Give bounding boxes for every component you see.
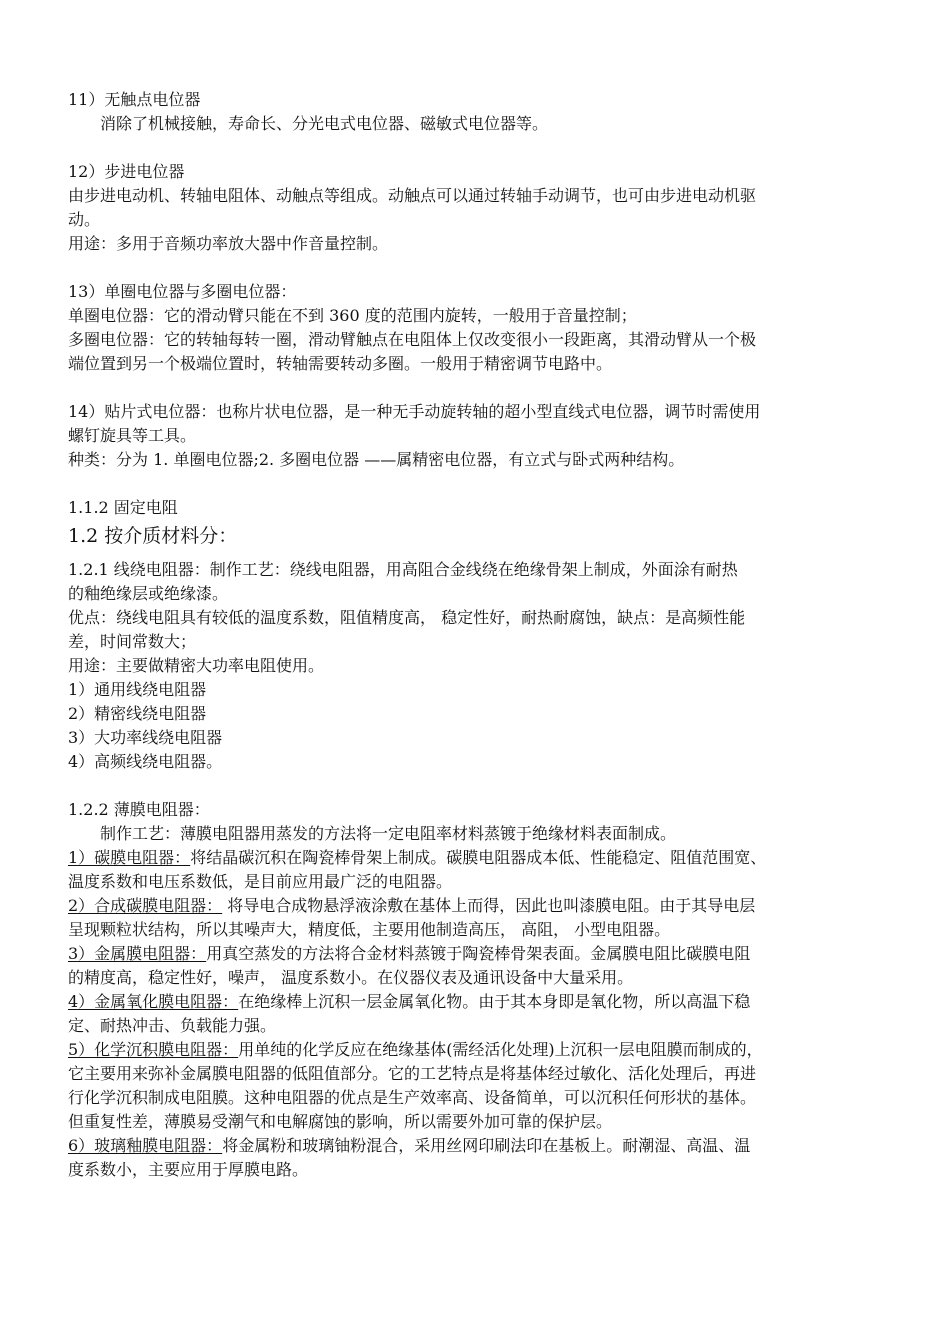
- chemical-film-text: 但重复性差，薄膜易受潮气和电解腐蚀的影响，所以需要外加可靠的保护层。: [68, 1112, 613, 1131]
- section-12-text: 动。: [68, 210, 101, 229]
- section-13-title: 13）单圈电位器与多圈电位器：: [68, 282, 297, 301]
- wirewound-pros: 优点：绕线电阻具有较低的温度系数，阻值精度高， 稳定性好，耐热耐腐蚀，缺点：是高频性能: [68, 608, 746, 627]
- composite-carbon-paragraph: 2）合成碳膜电阻器： 将导电合成物悬浮液涂敷在基体上而得，因此也叫漆膜电阻。由于其导电层: [68, 896, 756, 915]
- metal-film-paragraph: 3）金属膜电阻器：用真空蒸发的方法将合金材料蒸镀于陶瓷棒骨架表面。金属膜电阻比碳膜电阻: [68, 944, 751, 963]
- wirewound-usage: 用途：主要做精密大功率电阻使用。: [68, 656, 325, 675]
- metal-oxide-term: 4）金属氧化膜电阻器：: [68, 992, 239, 1011]
- carbon-film-term: 1）碳膜电阻器：: [68, 848, 191, 867]
- glass-glaze-text: 度系数小，主要应用于厚膜电路。: [68, 1160, 309, 1179]
- wirewound-pros: 差，时间常数大；: [68, 632, 197, 651]
- chemical-film-paragraph: 5）化学沉积膜电阻器：用单纯的化学反应在绝缘基体(需经活化处理)上沉积一层电阻膜而制成的，: [68, 1040, 763, 1059]
- section-12-usage: 用途：多用于音频功率放大器中作音量控制。: [68, 234, 389, 253]
- section-12-text: 由步进电动机、转轴电阻体、动触点等组成。动触点可以通过转轴手动调节，也可由步进电动机驱: [68, 186, 757, 205]
- wirewound-text: 的釉绝缘层或绝缘漆。: [68, 584, 229, 603]
- chemical-film-term: 5）化学沉积膜电阻器：: [68, 1040, 239, 1059]
- section-13-text: 端位置到另一个极端位置时，转轴需要转动多圈。一般用于精密调节电路中。: [68, 354, 613, 373]
- section-13-text: 多圈电位器：它的转轴每转一圈，滑动臂触点在电阻体上仅改变很小一段距离，其滑动臂从一个极: [68, 330, 757, 349]
- section-14-types: 种类：分为 1. 单圈电位器;2. 多圈电位器 ——属精密电位器，有立式与卧式两种结构。: [68, 450, 685, 469]
- wirewound-text: 1.2.1 线绕电阻器：制作工艺：绕线电阻器，用高阻合金线绕在绝缘骨架上制成，外面涂有耐热: [68, 560, 738, 579]
- section-13-text: 单圈电位器：它的滑动臂只能在不到 360 度的范围内旋转，一般用于音量控制；: [68, 306, 637, 325]
- section-11-title: 11）无触点电位器: [68, 90, 201, 109]
- metal-oxide-paragraph: 4）金属氧化膜电阻器：在绝缘棒上沉积一层金属氧化物。由于其本身即是氧化物，所以高温下稳: [68, 992, 751, 1011]
- thin-film-intro: 制作工艺：薄膜电阻器用蒸发的方法将一定电阻率材料蒸镀于绝缘材料表面制成。: [100, 824, 677, 843]
- glass-glaze-paragraph: 6）玻璃釉膜电阻器：将金属粉和玻璃铀粉混合，采用丝网印刷法印在基板上。耐潮湿、高温、温: [68, 1136, 751, 1155]
- list-item: 2）精密线绕电阻器: [68, 704, 207, 723]
- section-11-text: 消除了机械接触，寿命长、分光电式电位器、磁敏式电位器等。: [100, 114, 549, 133]
- list-item: 4）高频线绕电阻器。: [68, 752, 223, 771]
- fixed-resistor-heading: 1.1.2 固定电阻: [68, 498, 178, 517]
- chemical-film-text: 它主要用来弥补金属膜电阻器的低阻值部分。它的工艺特点是将基体经过敏化、活化处理后，再进: [68, 1064, 757, 1083]
- composite-carbon-term: 2）合成碳膜电阻器：: [68, 896, 223, 915]
- section-12-title: 12）步进电位器: [68, 162, 185, 181]
- composite-carbon-text: 呈现颗粒状结构，所以其噪声大，精度低，主要用他制造高压， 高阻， 小型电阻器。: [68, 920, 671, 939]
- metal-oxide-text: 定、耐热冲击、负载能力强。: [68, 1016, 277, 1035]
- list-item: 1）通用线绕电阻器: [68, 680, 207, 699]
- metal-film-text: 的精度高，稳定性好，噪声， 温度系数小。在仪器仪表及通讯设备中大量采用。: [68, 968, 634, 987]
- carbon-film-text: 温度系数和电压系数低，是目前应用最广泛的电阻器。: [68, 872, 453, 891]
- material-classification-heading: 1.2 按介质材料分：: [68, 525, 238, 547]
- section-14-text: 14）贴片式电位器：也称片状电位器，是一种无手动旋转轴的超小型直线式电位器，调节时需使用: [68, 402, 761, 421]
- chemical-film-text: 行化学沉积制成电阻膜。这种电阻器的优点是生产效率高、设备简单，可以沉积任何形状的基体。: [68, 1088, 757, 1107]
- glass-glaze-term: 6）玻璃釉膜电阻器：: [68, 1136, 223, 1155]
- section-14-text: 螺钉旋具等工具。: [68, 426, 197, 445]
- document-page: [68, 88, 884, 1182]
- thin-film-heading: 1.2.2 薄膜电阻器：: [68, 800, 210, 819]
- metal-film-term: 3）金属膜电阻器：: [68, 944, 207, 963]
- list-item: 3）大功率线绕电阻器: [68, 728, 223, 747]
- carbon-film-paragraph: 1）碳膜电阻器：将结晶碳沉积在陶瓷棒骨架上制成。碳膜电阻器成本低、性能稳定、阻值范围宽、: [68, 848, 767, 867]
